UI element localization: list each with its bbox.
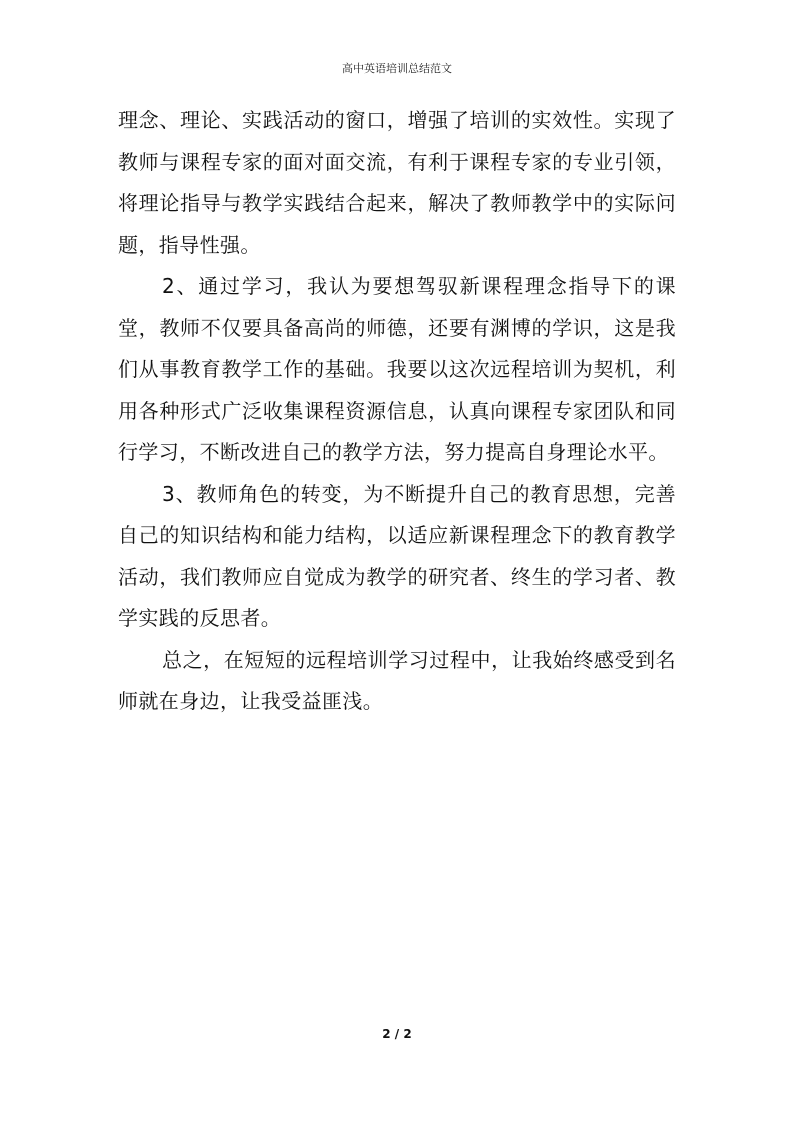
paragraph-conclusion: 总之，在短短的远程培训学习过程中，让我始终感受到名师就在身边，让我受益匪浅。 (118, 647, 676, 713)
document-body (118, 100, 676, 723)
page-number: 2 / 2 (382, 1027, 412, 1041)
page-header: 高中英语培训总结范文 (342, 62, 452, 75)
paragraph-point-3: 3、教师角色的转变，为不断提升自己的教育思想，完善自己的知识结构和能力结构，以适应新课程理念下的教育教学活动，我们教师应自觉成为教学的研究者、终生的学习者、教学实践的反思者。 (118, 481, 676, 630)
paragraph-point-2: 2、通过学习，我认为要想驾驭新课程理念指导下的课堂，教师不仅要具备高尚的师德，还要有渊博的学识，这是我们从事教育教学工作的基础。我要以这次远程培训为契机，利用各种形式广泛收集课程资源信息，认真向课程专家团队和同行学习，不断改进自己的教学方法，努力提高自身理论水平。 (118, 274, 676, 464)
paragraph-continuation: 理念、理论、实践活动的窗口，增强了培训的实效性。实现了教师与课程专家的面对面交流，有利于课程专家的专业引领，将理论指导与教学实践结合起来，解决了教师教学中的实际问题，指导性强。 (118, 108, 676, 257)
